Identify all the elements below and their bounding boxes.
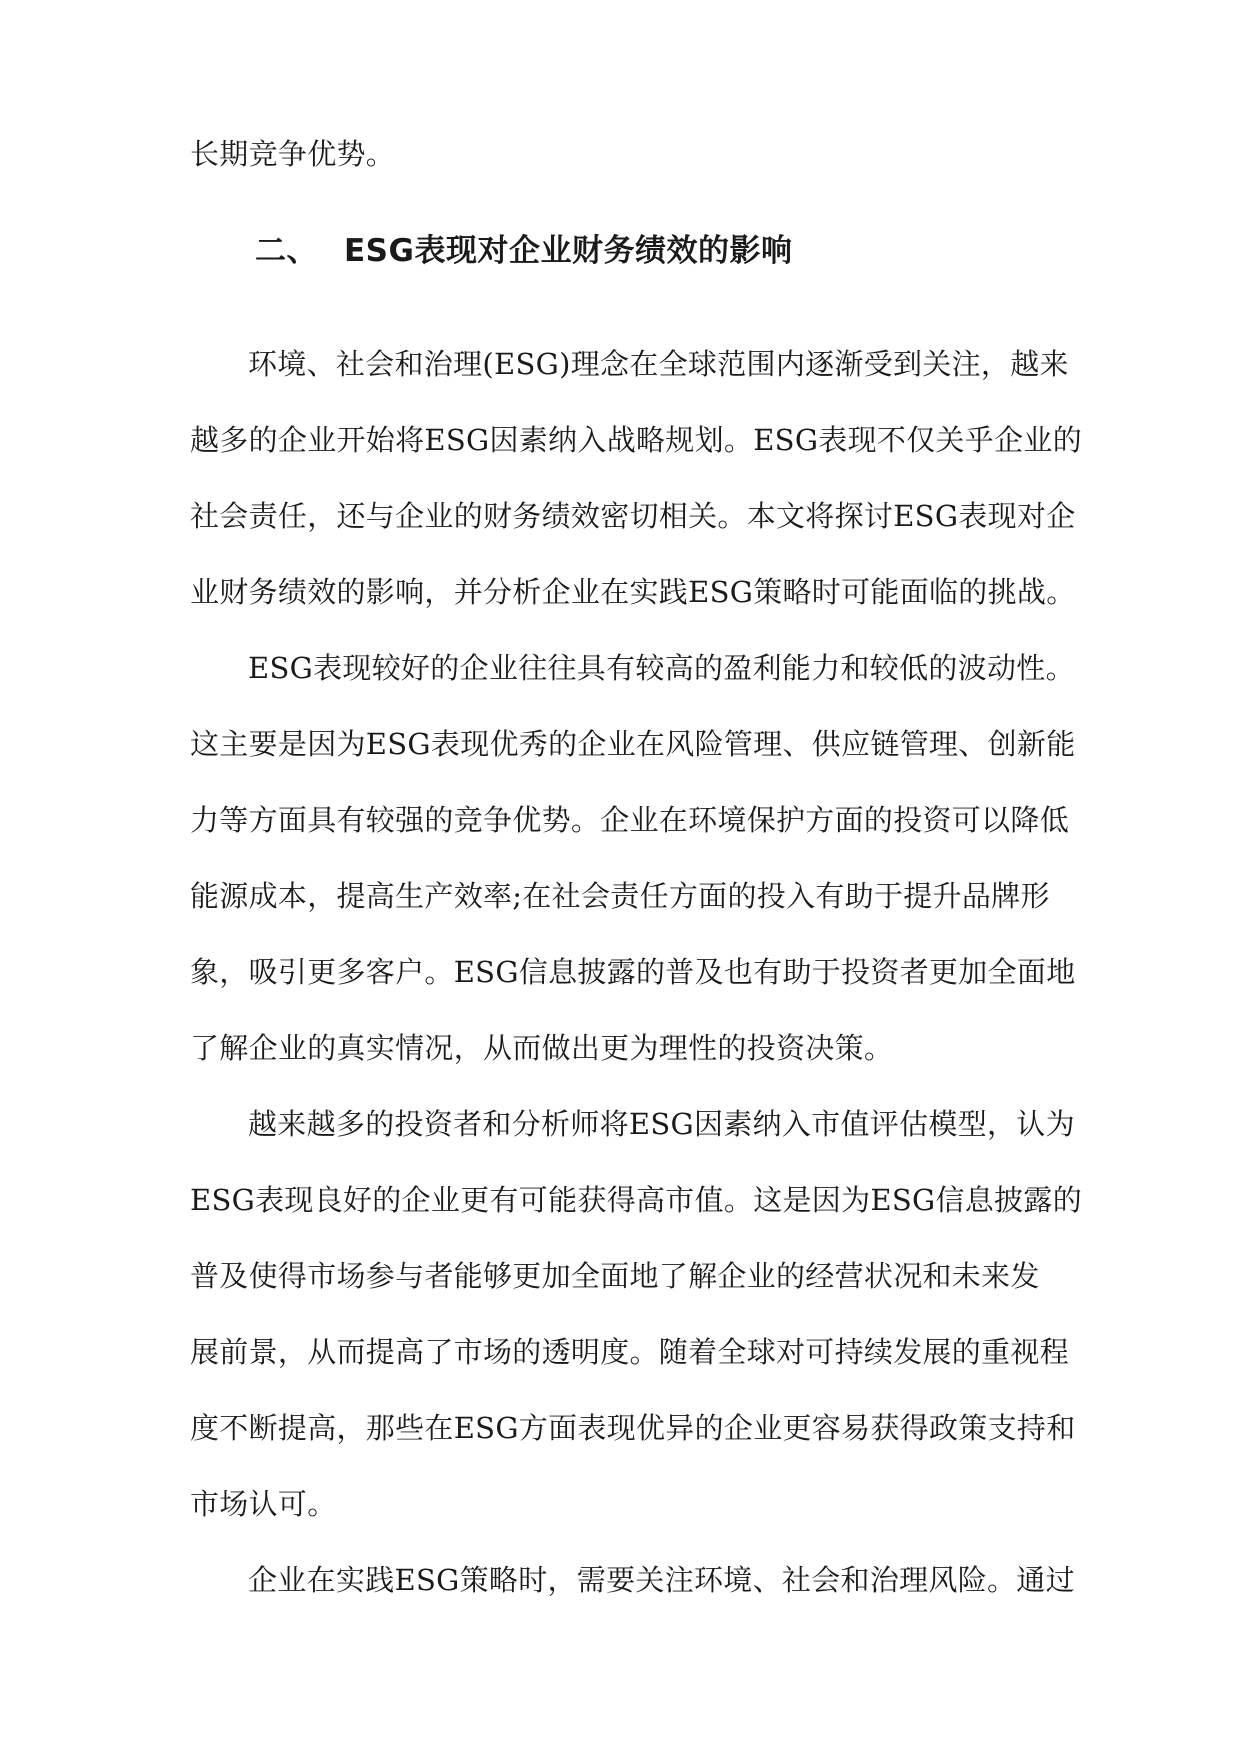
paragraph-2-line-6: 了解企业的真实情况，从而做出更为理性的投资决策。 xyxy=(190,1031,894,1065)
paragraph-1-line-2: 越多的企业开始将ESG因素纳入战略规划。ESG表现不仅关乎企业的 xyxy=(190,423,1083,457)
paragraph-1-line-1: 环境、社会和治理(ESG)理念在全球范围内逐渐受到关注，越来 xyxy=(248,347,1069,381)
paragraph-1-line-4: 业财务绩效的影响，并分析企业在实践ESG策略时可能面临的挑战。 xyxy=(190,575,1076,609)
paragraph-1-line-3: 社会责任，还与企业的财务绩效密切相关。本文将探讨ESG表现对企 xyxy=(190,499,1076,533)
continuation-line: 长期竞争优势。 xyxy=(190,137,396,171)
paragraph-2-line-3: 力等方面具有较强的竞争优势。企业在环境保护方面的投资可以降低 xyxy=(190,803,1070,837)
paragraph-4-line-1: 企业在实践ESG策略时，需要关注环境、社会和治理风险。通过 xyxy=(248,1563,1075,1597)
section-number: 二、 xyxy=(255,233,318,269)
paragraph-3-line-5: 度不断提高，那些在ESG方面表现优异的企业更容易获得政策支持和 xyxy=(190,1411,1076,1445)
paragraph-3-line-3: 普及使得市场参与者能够更加全面地了解企业的经营状况和未来发 xyxy=(190,1259,1040,1293)
paragraph-3-line-2: ESG表现良好的企业更有可能获得高市值。这是因为ESG信息披露的 xyxy=(190,1183,1083,1217)
paragraph-2-line-4: 能源成本，提高生产效率;在社会责任方面的投入有助于提升品牌形 xyxy=(190,879,1050,913)
paragraph-3-line-1: 越来越多的投资者和分析师将ESG因素纳入市值评估模型，认为 xyxy=(248,1107,1075,1141)
section-title: ESG表现对企业财务绩效的影响 xyxy=(344,233,793,269)
paragraph-2-line-1: ESG表现较好的企业往往具有较高的盈利能力和较低的波动性。 xyxy=(248,651,1075,685)
section-heading xyxy=(255,232,792,270)
paragraph-2-line-5: 象，吸引更多客户。ESG信息披露的普及也有助于投资者更加全面地 xyxy=(190,955,1076,989)
paragraph-2-line-2: 这主要是因为ESG表现优秀的企业在风险管理、供应链管理、创新能 xyxy=(190,727,1076,761)
paragraph-3-line-6: 市场认可。 xyxy=(190,1487,337,1521)
paragraph-3-line-4: 展前景，从而提高了市场的透明度。随着全球对可持续发展的重视程 xyxy=(190,1335,1070,1369)
